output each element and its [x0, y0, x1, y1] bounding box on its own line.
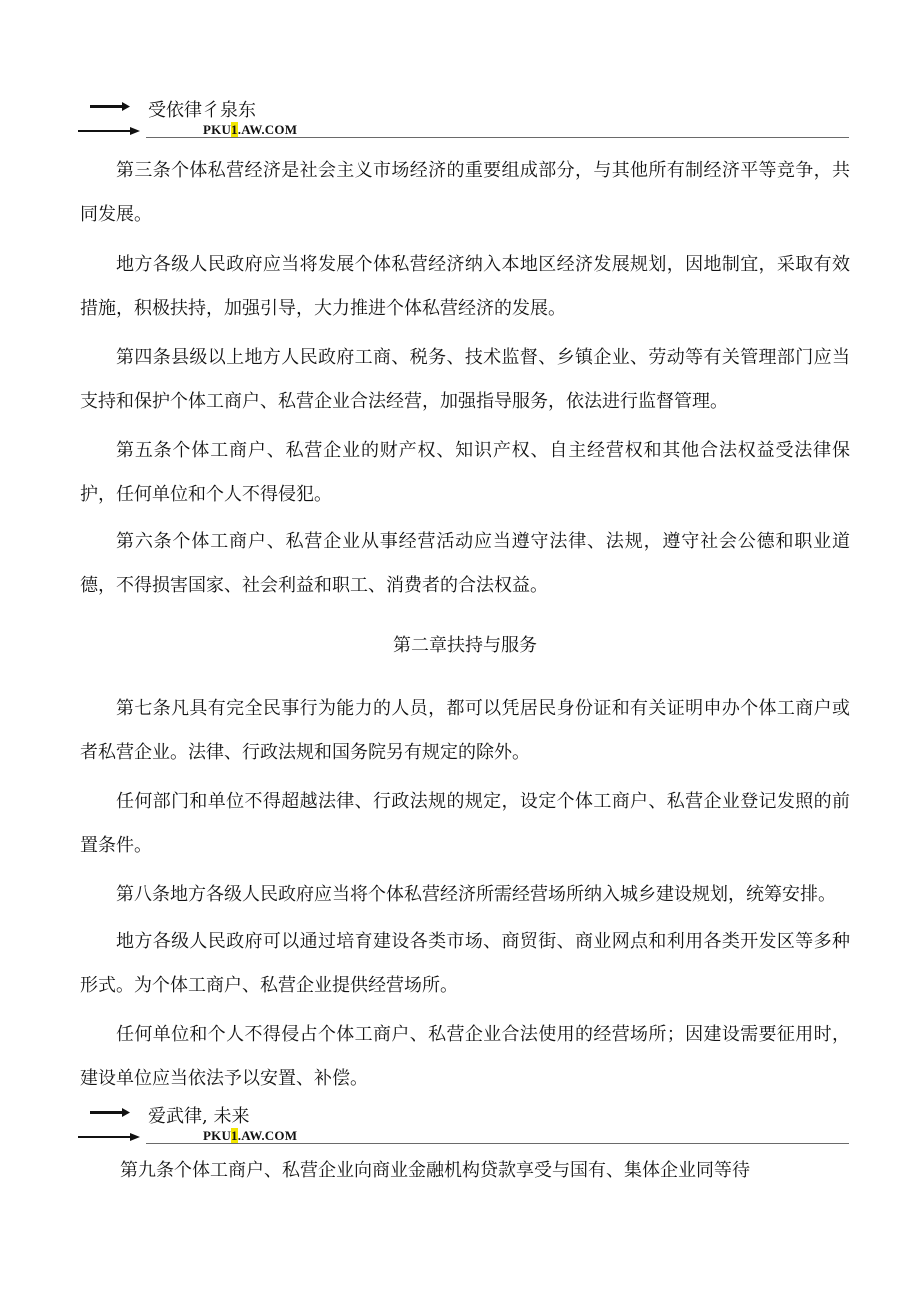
header-tagline: 爱武律, 未来: [148, 1106, 250, 1127]
article-4-paragraph: 第四条县级以上地方人民政府工商、税务、技术监督、乡镇企业、劳动等有关管理部门应当支持和保护个体工商户、私营企业合法经营，加强指导服务，依法进行监督管理。: [80, 347, 850, 412]
header-rule: [146, 1143, 849, 1144]
pkulaw-logo-icon: [78, 1106, 148, 1146]
paragraph-premises-protection: 任何单位和个人不得侵占个体工商户、私营企业合法使用的经营场所；因建设需要征用时，建设单位应当依法予以安置、补偿。: [80, 1024, 850, 1089]
paragraph-development-plan: 地方各级人民政府应当将发展个体私营经济纳入本地区经济发展规划，因地制宜，采取有效措施，积极扶持，加强引导，大力推进个体私营经济的发展。: [80, 254, 850, 319]
paragraph-registration-conditions: 任何部门和单位不得超越法律、行政法规的规定，设定个体工商户、私营企业登记发照的前置条件。: [80, 791, 850, 856]
header-site-name: PKU1.AW.COM: [203, 1128, 298, 1143]
paragraph-market-venues: 地方各级人民政府可以通过培育建设各类市场、商贸街、商业网点和利用各类开发区等多种形式。为个体工商户、私营企业提供经营场所。: [80, 931, 850, 996]
chapter-title: 第二章扶持与服务: [393, 635, 537, 656]
header-site-name: PKU1.AW.COM: [203, 122, 298, 137]
page-header-top: [0, 100, 920, 145]
article-3-paragraph: 第三条个体私营经济是社会主义市场经济的重要组成部分，与其他所有制经济平等竞争，共同发展。: [80, 160, 850, 225]
article-9-paragraph: 第九条个体工商户、私营企业向商业金融机构贷款享受与国有、集体企业同等待: [120, 1160, 750, 1181]
page-header-bottom: [0, 1106, 920, 1151]
article-7-paragraph: 第七条凡具有完全民事行为能力的人员，都可以凭居民身份证和有关证明申办个体工商户或者私营企业。法律、行政法规和国务院另有规定的除外。: [80, 698, 850, 763]
article-6-paragraph: 第六条个体工商户、私营企业从事经营活动应当遵守法律、法规，遵守社会公德和职业道德，不得损害国家、社会利益和职工、消费者的合法权益。: [80, 531, 850, 596]
header-rule: [146, 137, 849, 138]
header-tagline: 受依律彳泉东: [148, 100, 256, 121]
article-5-paragraph: 第五条个体工商户、私营企业的财产权、知识产权、自主经营权和其他合法权益受法律保护，任何单位和个人不得侵犯。: [80, 440, 850, 505]
pkulaw-logo-icon: [78, 100, 148, 140]
article-8-paragraph: 第八条地方各级人民政府应当将个体私营经济所需经营场所纳入城乡建设规划，统筹安排。: [116, 884, 836, 905]
